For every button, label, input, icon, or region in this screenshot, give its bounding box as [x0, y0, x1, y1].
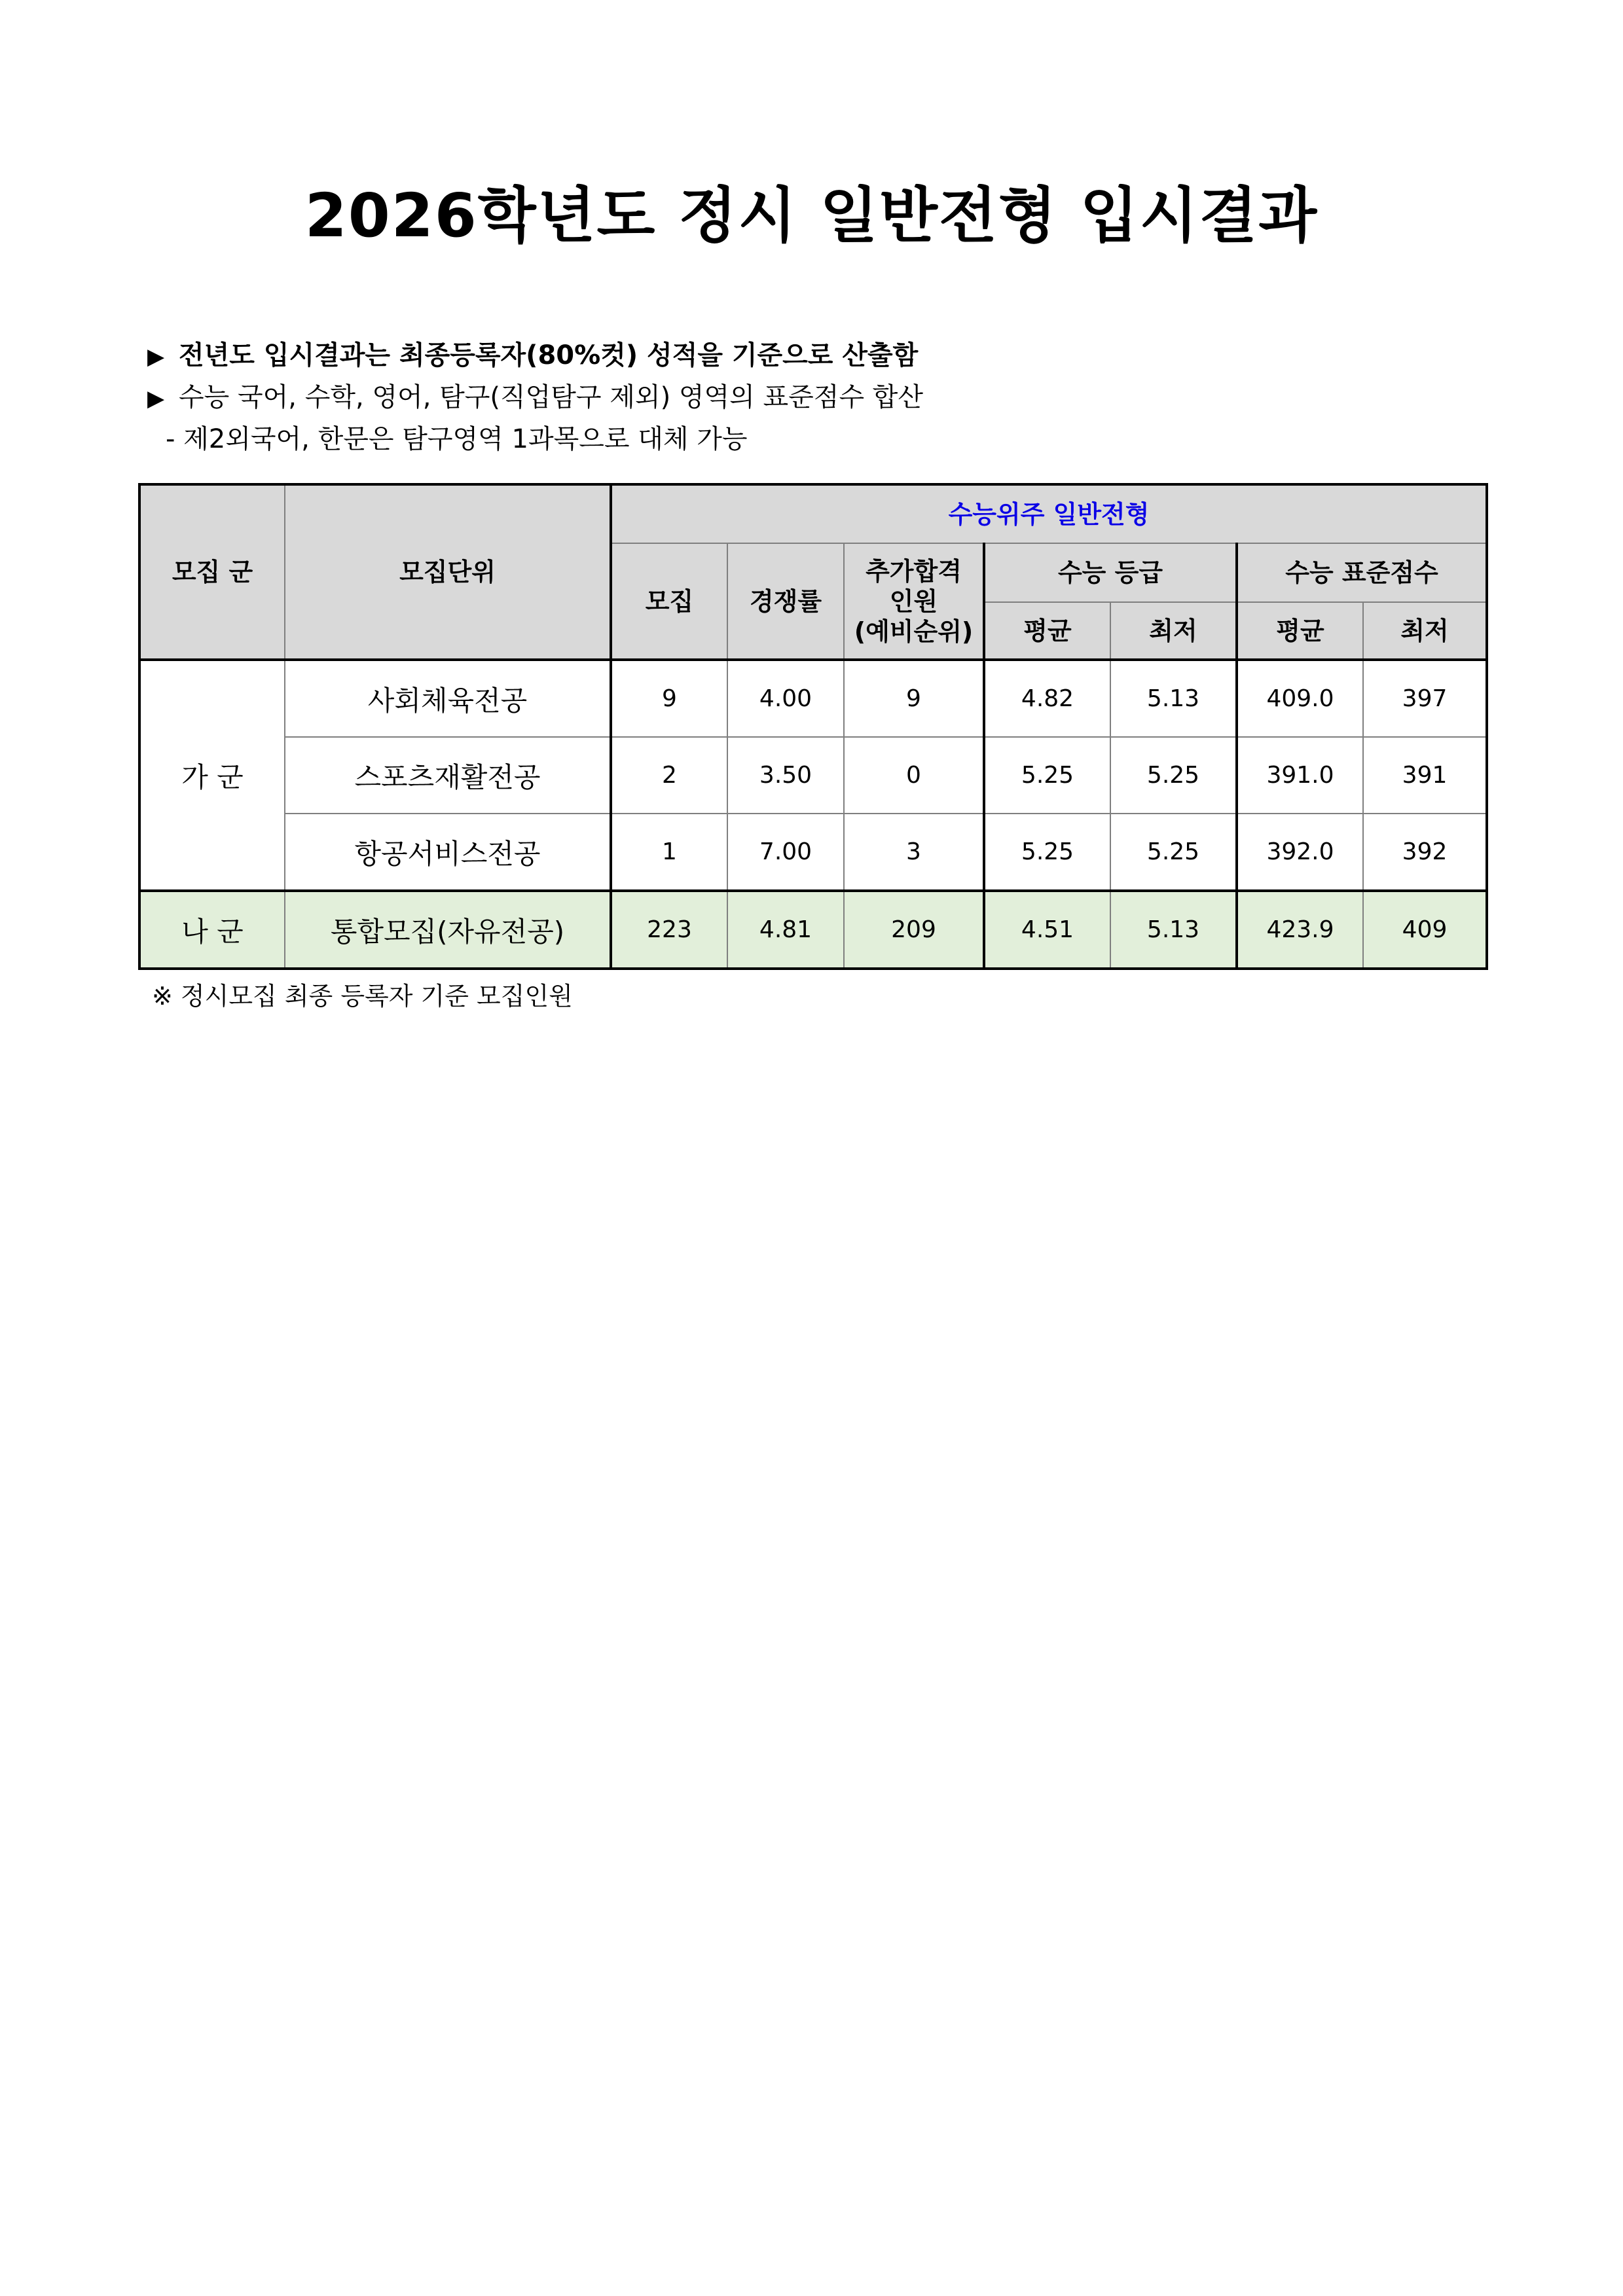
header-main: 수능위주 일반전형 — [611, 484, 1487, 543]
header-group: 모집 군 — [139, 484, 285, 660]
header-std-min: 최저 — [1363, 602, 1487, 660]
group-na: 나 군 — [139, 891, 285, 969]
std-min: 391 — [1363, 737, 1487, 814]
table-row — [139, 891, 1487, 969]
additional-count: 0 — [844, 737, 984, 814]
recruit-count: 223 — [611, 891, 727, 969]
header-unit: 모집단위 — [285, 484, 611, 660]
competition-rate: 7.00 — [727, 814, 844, 891]
std-avg: 409.0 — [1237, 660, 1363, 737]
std-min: 397 — [1363, 660, 1487, 737]
triangle-bullet-icon: ▶ — [147, 386, 165, 412]
page-title: 2026학년도 정시 일반전형 입시결과 — [304, 181, 1319, 251]
results-table — [138, 483, 1488, 970]
header-grade-min: 최저 — [1110, 602, 1237, 660]
table-row — [139, 814, 1487, 891]
std-avg: 392.0 — [1237, 814, 1363, 891]
note-line-3 — [147, 419, 923, 459]
unit-name: 항공서비스전공 — [285, 814, 611, 891]
competition-rate: 4.00 — [727, 660, 844, 737]
std-min: 392 — [1363, 814, 1487, 891]
footnote: ※ 정시모집 최종 등록자 기준 모집인원 — [152, 982, 573, 1011]
competition-rate: 4.81 — [727, 891, 844, 969]
grade-min: 5.13 — [1110, 891, 1237, 969]
grade-avg: 5.25 — [984, 737, 1110, 814]
triangle-bullet-icon: ▶ — [147, 344, 165, 370]
grade-min: 5.25 — [1110, 737, 1237, 814]
unit-name: 사회체육전공 — [285, 660, 611, 737]
header-std-avg: 평균 — [1237, 602, 1363, 660]
note-line-2 — [147, 377, 923, 419]
std-min: 409 — [1363, 891, 1487, 969]
header-competition: 경쟁률 — [727, 543, 844, 660]
std-avg: 423.9 — [1237, 891, 1363, 969]
group-ga: 가 군 — [139, 660, 285, 891]
grade-min: 5.25 — [1110, 814, 1237, 891]
table-row — [139, 737, 1487, 814]
header-additional-line2: 인원 — [889, 586, 938, 616]
note-text-2: 수능 국어, 수학, 영어, 탐구(직업탐구 제외) 영역의 표준점수 합산 — [179, 382, 924, 412]
notes-section — [147, 335, 923, 459]
header-additional — [844, 543, 984, 660]
grade-avg: 4.51 — [984, 891, 1110, 969]
header-grade-avg: 평균 — [984, 602, 1110, 660]
additional-count: 3 — [844, 814, 984, 891]
note-text-1: 전년도 입시결과는 최종등록자(80%컷) 성적을 기준으로 산출함 — [179, 340, 919, 370]
note-line-1 — [147, 335, 923, 377]
recruit-count: 2 — [611, 737, 727, 814]
table-row — [139, 660, 1487, 737]
unit-name: 통합모집(자유전공) — [285, 891, 611, 969]
header-additional-line1: 추가합격 — [866, 556, 962, 586]
unit-name: 스포츠재활전공 — [285, 737, 611, 814]
header-recruit: 모집 — [611, 543, 727, 660]
competition-rate: 3.50 — [727, 737, 844, 814]
recruit-count: 9 — [611, 660, 727, 737]
recruit-count: 1 — [611, 814, 727, 891]
additional-count: 209 — [844, 891, 984, 969]
grade-avg: 4.82 — [984, 660, 1110, 737]
header-grade: 수능 등급 — [984, 543, 1237, 602]
additional-count: 9 — [844, 660, 984, 737]
note-text-3: - 제2외국어, 한문은 탐구영역 1과목으로 대체 가능 — [166, 424, 748, 454]
grade-min: 5.13 — [1110, 660, 1237, 737]
std-avg: 391.0 — [1237, 737, 1363, 814]
header-additional-line3: (예비순위) — [854, 617, 974, 646]
grade-avg: 5.25 — [984, 814, 1110, 891]
header-standard: 수능 표준점수 — [1237, 543, 1487, 602]
